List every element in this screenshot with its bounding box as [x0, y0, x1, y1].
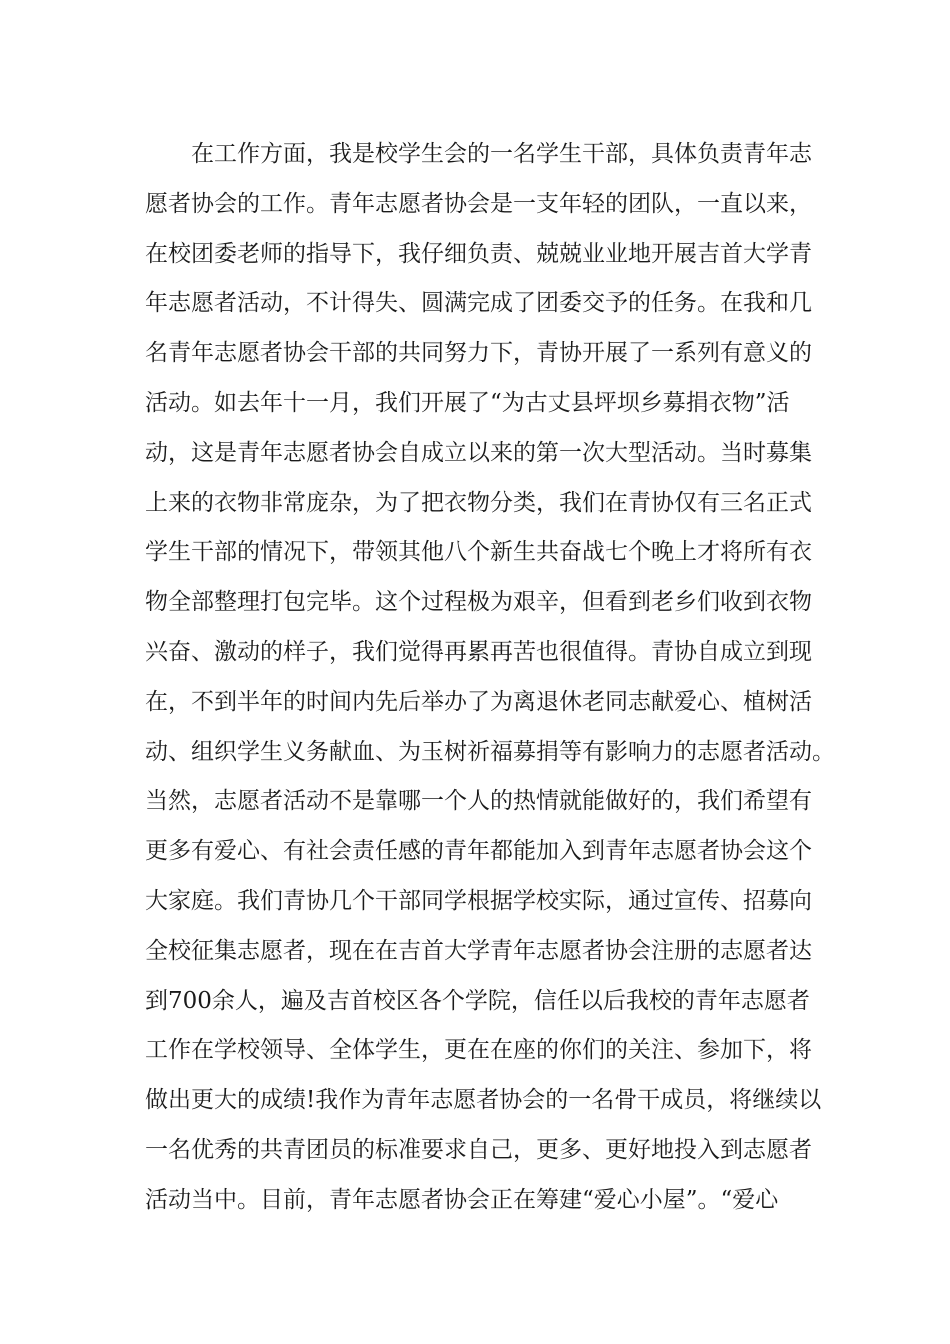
text-line: 上来的衣物非常庞杂，为了把衣物分类，我们在青协仅有三名正式	[145, 489, 812, 516]
text-line: 工作在学校领导、全体学生，更在在座的你们的关注、参加下，将	[145, 1037, 812, 1064]
text-line: 全校征集志愿者，现在在吉首大学青年志愿者协会注册的志愿者达	[145, 937, 812, 964]
text-line: 在校团委老师的指导下，我仔细负责、兢兢业业地开展吉首大学青	[145, 240, 812, 267]
text-line: 当然，志愿者活动不是靠哪一个人的热情就能做好的，我们希望有	[145, 788, 812, 815]
body-paragraph	[145, 130, 835, 1226]
text-line: 愿者协会的工作。青年志愿者协会是一支年轻的团队，一直以来，	[145, 190, 812, 217]
text-line: 到700余人，遍及吉首校区各个学院，信任以后我校的青年志愿者	[145, 987, 810, 1014]
text-line: 更多有爱心、有社会责任感的青年都能加入到青年志愿者协会这个	[145, 838, 812, 865]
text-line: 名青年志愿者协会干部的共同努力下，青协开展了一系列有意义的	[145, 340, 812, 367]
text-line: 大家庭。我们青协几个干部同学根据学校实际，通过宣传、招募向	[145, 887, 812, 914]
text-line: 动，这是青年志愿者协会自成立以来的第一次大型活动。当时募集	[145, 439, 812, 466]
text-line: 活动。如去年十一月，我们开展了“为古丈县坪坝乡募捐衣物”活	[145, 389, 790, 416]
text-line: 活动当中。目前，青年志愿者协会正在筹建“爱心小屋”。“爱心	[145, 1186, 779, 1213]
text-line: 做出更大的成绩!我作为青年志愿者协会的一名骨干成员，将继续以	[145, 1087, 822, 1114]
text-line: 在工作方面，我是校学生会的一名学生干部，具体负责青年志	[191, 141, 812, 167]
text-line: 学生干部的情况下，带领其他八个新生共奋战七个晚上才将所有衣	[145, 539, 812, 566]
text-line: 年志愿者活动，不计得失、圆满完成了团委交予的任务。在我和几	[145, 290, 812, 317]
text-line: 一名优秀的共青团员的标准要求自己，更多、更好地投入到志愿者	[145, 1136, 812, 1163]
text-line: 在，不到半年的时间内先后举办了为离退休老同志献爱心、植树活	[145, 688, 812, 715]
text-line: 物全部整理打包完毕。这个过程极为艰辛，但看到老乡们收到衣物	[145, 589, 812, 616]
text-line: 兴奋、激动的样子，我们觉得再累再苦也很值得。青协自成立到现	[145, 638, 812, 665]
text-line: 动、组织学生义务献血、为玉树祈福募捐等有影响力的志愿者活动。	[145, 738, 835, 765]
